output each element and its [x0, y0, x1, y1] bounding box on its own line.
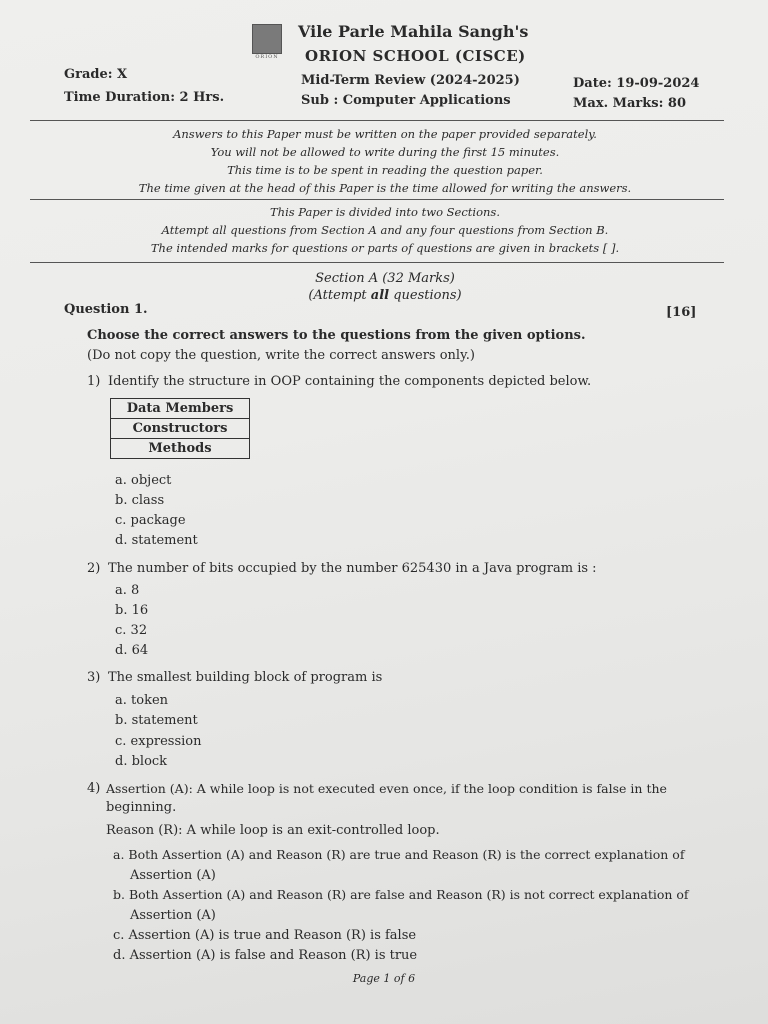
option: a. Both Assertion (A) and Reason (R) are true and Reason (R) is the correct explanation of	[113, 847, 685, 862]
duration: Time Duration: 2 Hrs.	[64, 90, 225, 105]
reason-text: Reason (R): A while loop is an exit-controlled loop.	[106, 823, 440, 838]
option: d. 64	[115, 643, 149, 658]
exam-title: Mid-Term Review (2024-2025)	[301, 73, 520, 88]
exam-date: Date: 19-09-2024	[573, 76, 700, 91]
option: d. statement	[115, 533, 198, 548]
item-number: 1)	[87, 374, 101, 389]
instructions-block-2	[30, 203, 740, 257]
option: a. 8	[115, 583, 140, 598]
item-text: The smallest building block of program is	[108, 670, 383, 685]
section-title: Section A (32 Marks)	[315, 271, 455, 286]
instructions-block-1	[30, 125, 740, 197]
item-text: The number of bits occupied by the number 625430 in a Java program is :	[108, 561, 597, 576]
instruction-line: The intended marks for questions or parts of questions are given in brackets [ ].	[150, 241, 620, 255]
school-name: ORION SCHOOL (CISCE)	[305, 47, 526, 65]
divider	[30, 199, 724, 200]
page-number: Page 1 of 6	[352, 972, 416, 985]
instruction-line: This time is to be spent in reading the question paper.	[227, 163, 543, 177]
logo-caption: ORION	[255, 54, 279, 60]
option: Assertion (A)	[130, 908, 216, 923]
instruction-line: The time given at the head of this Paper is the time allowed for writing the answers.	[138, 181, 632, 195]
item-text: Identify the structure in OOP containing the components depicted below.	[108, 374, 592, 389]
divider	[30, 262, 724, 263]
question-label: Question 1.	[64, 302, 148, 317]
assertion-text: beginning.	[106, 800, 177, 815]
option: a. token	[115, 693, 169, 708]
instruction-line: This Paper is divided into two Sections.	[270, 205, 500, 219]
option: d. Assertion (A) is false and Reason (R) is true	[113, 948, 418, 963]
item-number: 4)	[87, 781, 101, 796]
table-cell: Data Members	[111, 399, 250, 419]
table-cell: Methods	[111, 439, 250, 459]
option: b. Both Assertion (A) and Reason (R) are false and Reason (R) is not correct explanation of	[113, 887, 689, 902]
option: c. 32	[115, 623, 148, 638]
question-note: (Do not copy the question, write the correct answers only.)	[87, 348, 475, 363]
option: b. 16	[115, 603, 149, 618]
grade: Grade: X	[64, 67, 128, 82]
item-number: 3)	[87, 670, 101, 685]
instruction-line: Attempt all questions from Section A and any four questions from Section B.	[161, 223, 609, 237]
option: b. statement	[115, 713, 198, 728]
instruction-line: Answers to this Paper must be written on the paper provided separately.	[173, 127, 597, 141]
option: a. object	[115, 473, 172, 488]
school-logo-icon	[252, 24, 282, 54]
option: c. Assertion (A) is true and Reason (R) is false	[113, 928, 417, 943]
option: c. expression	[115, 734, 202, 749]
subject: Sub : Computer Applications	[301, 93, 511, 108]
divider	[30, 120, 724, 121]
item-number: 2)	[87, 561, 101, 576]
option: d. block	[115, 754, 168, 769]
question-marks: [16]	[666, 305, 697, 320]
option: b. class	[115, 493, 165, 508]
option: Assertion (A)	[130, 868, 216, 883]
section-subtitle: (Attempt all questions)	[308, 288, 462, 303]
table-cell: Constructors	[111, 419, 250, 439]
instruction-line: You will not be allowed to write during the first 15 minutes.	[210, 145, 560, 159]
option: c. package	[115, 513, 186, 528]
org-name: Vile Parle Mahila Sangh's	[298, 22, 529, 41]
assertion-text: Assertion (A): A while loop is not executed even once, if the loop condition is false in the	[106, 781, 667, 796]
question-instruction: Choose the correct answers to the questions from the given options.	[87, 328, 586, 343]
max-marks: Max. Marks: 80	[573, 96, 687, 111]
components-table	[110, 398, 250, 459]
